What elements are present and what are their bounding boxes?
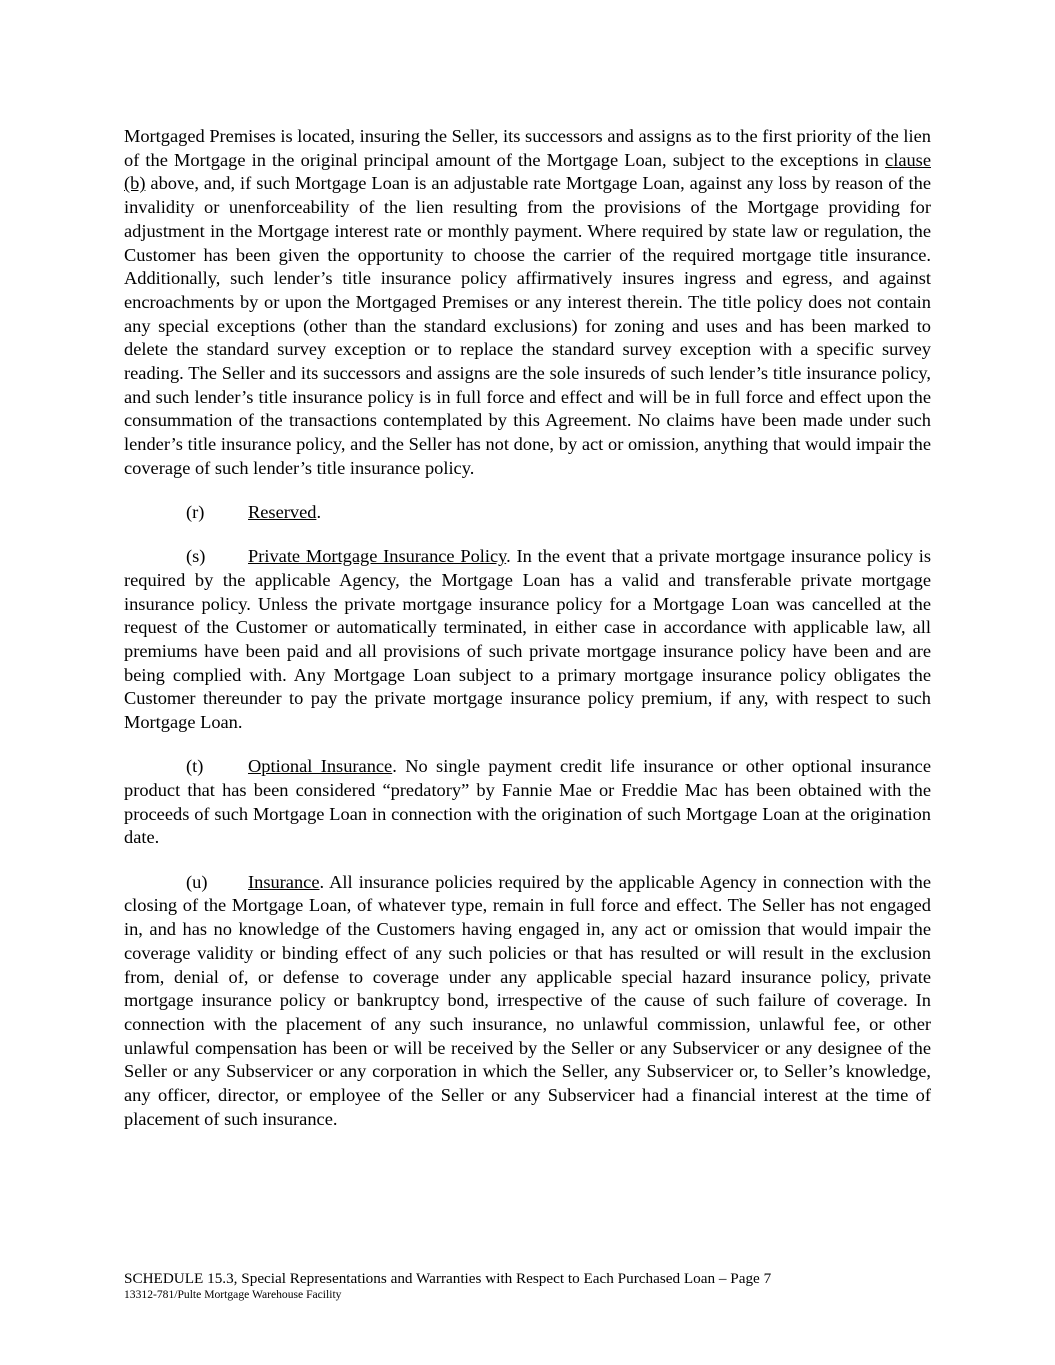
paragraph-u-label: (u) — [186, 871, 208, 892]
paragraph-s-text: . In the event that a private mortgage insurance policy is required by the applicable Agency, the Mortgage Loan has a valid and transferable private mortgage insurance policy. Unless the private mortgage insurance policy for a Mortgage Loan was cancelled at the request of the Customer or automatically terminated, in either case in accordance with applicable law, all premiums have been paid and all provisions of such private mortgage insurance policy have been and are being complied with. Any Mortgage Loan subject to a primary mortgage insurance policy obligates the Customer thereunder to pay the private mortgage insurance policy premium, if any, with respect to such Mortgage Loan. — [124, 546, 931, 733]
page-footer — [124, 1270, 931, 1302]
paragraph-r-text: . — [316, 502, 322, 523]
document-body — [124, 125, 931, 1152]
paragraph-q-text-2: above, and, if such Mortgage Loan is an adjustable rate Mortgage Loan, against any loss by reason of the invalidity or unenforceability of the lien resulting from the provisions of the Mortgage providing for adjustment in the Mortgage interest rate or monthly payment. Where required by state law or regulation, the Customer has been given the opportunity to choose the carrier of the required mortgage title insurance. Additionally, such lender’s title insurance policy affirmatively insures ingress and egress, and against encroachments by or upon the Mortgaged Premises or any interest therein. The title policy does not contain any special exceptions (other than the standard exclusions) for zoning and uses and has been marked to delete the standard survey exception or to replace the standard survey exception with a specific survey reading. The Seller and its successors and assigns are the sole insureds of such lender’s title insurance policy, and such lender’s title insurance policy is in full force and effect and will be in full force and effect upon the consummation of the transactions contemplated by this Agreement. No claims have been made under such lender’s title insurance policy, and the Seller has not done, by act or omission, anything that would impair the coverage of such lender’s title insurance policy. — [124, 173, 931, 478]
paragraph-s — [124, 545, 931, 735]
footer-document-id: 13312-781/Pulte Mortgage Warehouse Facility — [124, 1288, 342, 1301]
paragraph-u-text: . All insurance policies required by the applicable Agency in connection with the closing of the Mortgage Loan, of whatever type, remain in full force and effect. The Seller has not engaged in, and has no knowledge of the Customers having engaged in, any act or omission that would impair the coverage validity or binding effect of any such policies or that has resulted or will result in the exclusion from, denial of, or defense to coverage under any applicable special hazard insurance policy, private mortgage insurance policy or bankruptcy bond, irrespective of the cause of such failure of coverage. In connection with the placement of any such insurance, no unlawful commission, unlawful fee, or other unlawful compensation has been or will be received by the Seller or any Subservicer or any designee of the Seller or any Subservicer or any corporation in which the Seller, any Subservicer or, to Seller’s knowledge, any officer, director, or employee of the Seller or any Subservicer had a financial interest at the time of placement of such insurance. — [124, 871, 931, 1129]
footer-schedule-line: SCHEDULE 15.3, Special Representations and Warranties with Respect to Each Purchased Loan – Page 7 — [124, 1270, 772, 1287]
paragraph-u-heading: Insurance — [248, 871, 320, 892]
paragraph-t — [124, 755, 931, 850]
paragraph-t-label: (t) — [186, 756, 204, 777]
paragraph-r-heading: Reserved — [248, 502, 317, 523]
paragraph-s-label: (s) — [186, 546, 206, 567]
paragraph-r — [124, 501, 931, 525]
paragraph-q-continuation — [124, 125, 931, 481]
paragraph-q-text-1: Mortgaged Premises is located, insuring the Seller, its successors and assigns as to the first priority of the lien of the Mortgage in the original principal amount of the Mortgage Loan, subject to the exceptions in — [124, 126, 931, 170]
paragraph-t-text: . No single payment credit life insurance or other optional insurance product that has been considered “predatory” by Fannie Mae or Freddie Mac has been obtained with the proceeds of such Mortgage Loan in connection with the origination of such Mortgage Loan at the origination date. — [124, 756, 932, 848]
paragraph-r-label: (r) — [186, 502, 205, 523]
paragraph-t-heading: Optional Insurance — [248, 756, 393, 777]
clause-b-reference: clause (b) — [124, 149, 931, 194]
paragraph-u — [124, 871, 931, 1132]
paragraph-s-heading: Private Mortgage Insurance Policy — [248, 546, 507, 567]
